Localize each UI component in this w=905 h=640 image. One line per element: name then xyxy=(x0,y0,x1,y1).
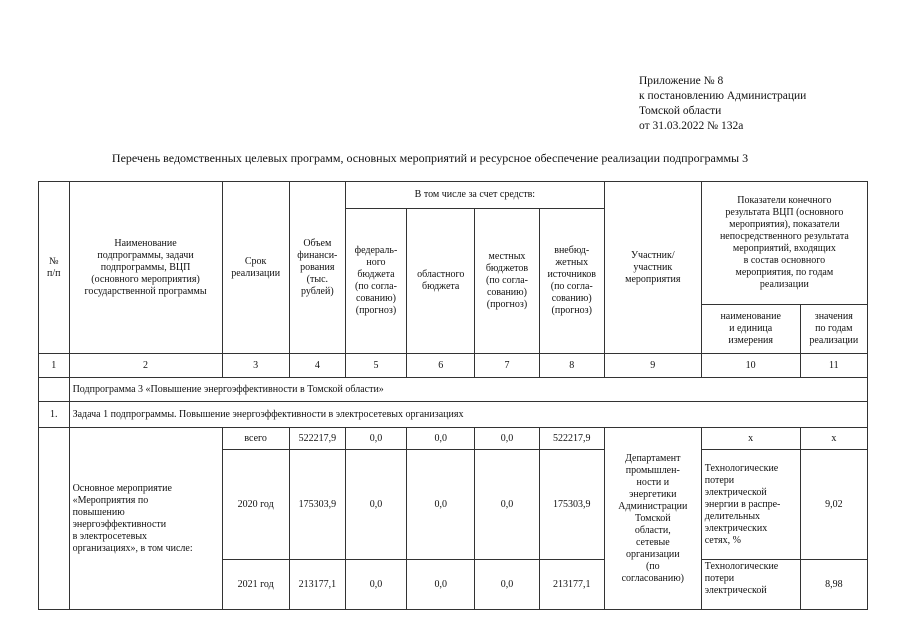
subprogram-row xyxy=(39,378,868,402)
header-indicators: Показатели конечного результата ВЦП (основного мероприятия), показатели непосредственного результата мероприятий, входящих в состав основного мероприятия, по годам реализации xyxy=(701,182,867,305)
volume-cell: 175303,9 xyxy=(289,450,345,560)
header-regional: областного бюджета xyxy=(407,209,475,354)
indicator-name-cell: Технологические потери электрической xyxy=(701,560,800,610)
measure-row-total xyxy=(39,428,868,450)
term-cell: всего xyxy=(222,428,289,450)
task-label: Задача 1 подпрограммы. Повышение энергоэффективности в электросетевых организациях xyxy=(69,402,867,428)
header-volume: Объем финанси- рования (тыс. рублей) xyxy=(289,182,345,354)
header-federal: федераль- ного бюджета (по согла- сованию) (прогноз) xyxy=(345,209,406,354)
volume-cell: 522217,9 xyxy=(289,428,345,450)
header-participant: Участник/ участник мероприятия xyxy=(604,182,701,354)
local-cell: 0,0 xyxy=(475,560,539,610)
appendix-line: к постановлению Администрации xyxy=(639,90,807,102)
term-cell: 2020 год xyxy=(222,450,289,560)
appendix-block xyxy=(639,74,806,134)
header-local: местных бюджетов (по согла- сованию) (прогноз) xyxy=(475,209,539,354)
federal-cell: 0,0 xyxy=(345,560,406,610)
program-table xyxy=(38,181,868,610)
document-title: Перечень ведомственных целевых программ, основных мероприятий и ресурсное обеспечение реализации подпрограммы 3 xyxy=(111,151,749,165)
header-num: № п/п xyxy=(39,182,70,354)
regional-cell: 0,0 xyxy=(407,450,475,560)
indicator-value-cell: 9,02 xyxy=(800,450,867,560)
indicator-value-cell: 8,98 xyxy=(800,560,867,610)
federal-cell: 0,0 xyxy=(345,450,406,560)
col-number: 5 xyxy=(345,354,406,378)
subprogram-num-cell xyxy=(39,378,70,402)
indicator-name-cell: x xyxy=(701,428,800,450)
regional-cell: 0,0 xyxy=(407,428,475,450)
col-number: 8 xyxy=(539,354,604,378)
task-num: 1. xyxy=(39,402,70,428)
col-number: 2 xyxy=(69,354,222,378)
measure-name: Основное мероприятие «Мероприятия по повышению энергоэффективности в электросетевых организациях», в том числе: xyxy=(69,428,222,610)
extra-cell: 213177,1 xyxy=(539,560,604,610)
local-cell: 0,0 xyxy=(475,428,539,450)
col-number: 6 xyxy=(407,354,475,378)
subprogram-label: Подпрограмма 3 «Повышение энергоэффективности в Томской области» xyxy=(69,378,867,402)
col-number: 3 xyxy=(222,354,289,378)
indicator-value-cell: x xyxy=(800,428,867,450)
col-number: 11 xyxy=(800,354,867,378)
appendix-line: Томской области xyxy=(639,105,722,117)
indicator-name-cell: Технологические потери электрической энергии в распре- делительных электрических сетях, % xyxy=(701,450,800,560)
task-row xyxy=(39,402,868,428)
term-cell: 2021 год xyxy=(222,560,289,610)
header-row-1 xyxy=(39,182,868,209)
header-ind-name: наименование и единица измерения xyxy=(701,305,800,354)
col-number: 10 xyxy=(701,354,800,378)
appendix-line: от 31.03.2022 № 132а xyxy=(639,120,744,132)
header-extra: внебюд- жетных источников (по согла- сованию) (прогноз) xyxy=(539,209,604,354)
header-ind-values: значения по годам реализации xyxy=(800,305,867,354)
header-including: В том числе за счет средств: xyxy=(345,182,604,209)
extra-cell: 175303,9 xyxy=(539,450,604,560)
local-cell: 0,0 xyxy=(475,450,539,560)
extra-cell: 522217,9 xyxy=(539,428,604,450)
volume-cell: 213177,1 xyxy=(289,560,345,610)
header-name: Наименование подпрограммы, задачи подпрограммы, ВЦП (основного мероприятия) государственной программы xyxy=(69,182,222,354)
column-number-row xyxy=(39,354,868,378)
measure-num-cell xyxy=(39,428,70,610)
col-number: 7 xyxy=(475,354,539,378)
measure-participant: Департамент промышлен- ности и энергетики Администрации Томской области, сетевые организации (по согласованию) xyxy=(604,428,701,610)
col-number: 1 xyxy=(39,354,70,378)
header-term: Срок реализации xyxy=(222,182,289,354)
col-number: 4 xyxy=(289,354,345,378)
appendix-line: Приложение № 8 xyxy=(639,75,724,87)
col-number: 9 xyxy=(604,354,701,378)
regional-cell: 0,0 xyxy=(407,560,475,610)
federal-cell: 0,0 xyxy=(345,428,406,450)
